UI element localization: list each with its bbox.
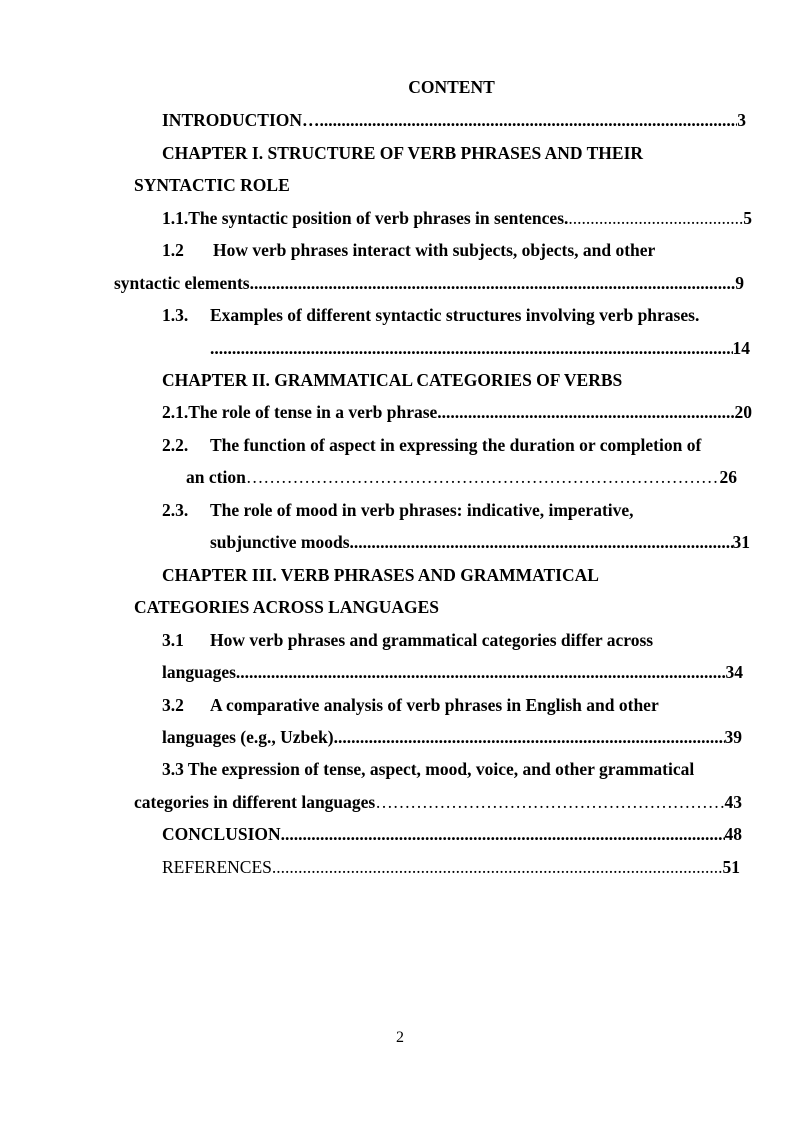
toc-page-number: 20 (734, 402, 752, 422)
toc-entry-1-3-line1 (162, 303, 699, 327)
dot-leader (210, 336, 733, 360)
dot-leader (236, 660, 726, 684)
page-number: 2 (396, 1029, 404, 1046)
toc-entry-1-1 (162, 206, 752, 230)
toc-entry-text: How verb phrases and grammatical categories differ across (210, 630, 654, 650)
dot-leader (246, 465, 720, 489)
toc-page-number: 31 (732, 532, 750, 552)
dot-leader (350, 530, 733, 554)
dot-leader (320, 108, 738, 132)
toc-title: CONTENT (408, 77, 495, 97)
toc-entry-text: The syntactic position of verb phrases in sentences. (188, 208, 569, 228)
toc-entry-text: How verb phrases interact with subjects, objects, and other (213, 240, 656, 260)
dot-leader (334, 725, 725, 749)
toc-entry-2-3-line1 (162, 498, 634, 522)
toc-entry-text: The role of tense in a verb phrase (188, 402, 438, 422)
dot-leader (272, 855, 723, 879)
toc-entry-3-2-line2 (162, 725, 742, 749)
toc-entry-text: The function of aspect in expressing the duration or completion of (210, 435, 702, 455)
toc-page-number: 39 (724, 727, 742, 747)
toc-entry-2-1 (162, 400, 752, 424)
toc-entry-3-1-line2 (162, 660, 743, 684)
toc-entry-references (162, 855, 740, 879)
toc-entry-text: subjunctive moods (210, 532, 350, 552)
toc-entry-1-2-line1 (162, 238, 655, 262)
toc-entry-text: an ction (186, 467, 246, 487)
toc-section-number: 1.1. (162, 208, 189, 228)
toc-page-number: 3 (737, 110, 746, 130)
toc-entry-text: REFERENCES (162, 857, 272, 877)
toc-chapter-3-line2: CATEGORIES ACROSS LANGUAGES (134, 597, 440, 617)
toc-entry-text: languages (162, 662, 236, 682)
toc-page-number: 26 (719, 467, 737, 487)
toc-section-number: 1.2 (162, 240, 184, 260)
toc-page-number: 48 (724, 824, 742, 844)
toc-page-number: 9 (735, 273, 744, 293)
toc-entry-text: categories in different languages (134, 792, 376, 812)
toc-entry-1-3-line2 (210, 336, 750, 360)
toc-entry-3-2-line1 (162, 693, 659, 717)
toc-page-number: 51 (722, 857, 740, 877)
toc-chapter-1-line1: CHAPTER I. STRUCTURE OF VERB PHRASES AND THEIR (162, 143, 644, 163)
toc-entry-text: languages (e.g., Uzbek) (162, 727, 334, 747)
dot-leader (568, 206, 743, 230)
toc-page-number: 34 (725, 662, 743, 682)
toc-entry-text: CONCLUSION (162, 824, 281, 844)
toc-section-number: 2.2. (162, 435, 189, 455)
toc-entry-3-1-line1 (162, 628, 653, 652)
toc-section-number: 1.3. (162, 305, 189, 325)
toc-chapter-1-line2: SYNTACTIC ROLE (134, 175, 290, 195)
toc-entry-1-2-line2 (114, 271, 744, 295)
toc-section-number: 2.1. (162, 402, 189, 422)
dot-leader (437, 400, 734, 424)
toc-entry-3-3-line2 (134, 790, 742, 814)
toc-chapter-3-line1: CHAPTER III. VERB PHRASES AND GRAMMATICAL (162, 565, 599, 585)
toc-entry-conclusion (162, 822, 742, 846)
toc-entry-2-3-line2 (210, 530, 750, 554)
toc-entry-3-3-line1: 3.3 The expression of tense, aspect, mood, voice, and other grammatical (162, 759, 695, 779)
toc-chapter-2: CHAPTER II. GRAMMATICAL CATEGORIES OF VERBS (162, 370, 623, 390)
toc-section-number: 2.3. (162, 500, 189, 520)
toc-section-number: 3.1 (162, 630, 184, 650)
toc-entry-introduction (162, 108, 746, 132)
toc-entry-text: The role of mood in verb phrases: indicative, imperative, (210, 500, 634, 520)
toc-page-number: 43 (724, 792, 742, 812)
dot-leader (250, 271, 736, 295)
dot-leader (281, 822, 725, 846)
toc-entry-2-2-line2 (186, 465, 737, 489)
toc-page-number: 5 (743, 208, 752, 228)
toc-entry-2-2-line1 (162, 433, 701, 457)
toc-entry-text: Examples of different syntactic structures involving verb phrases. (210, 305, 700, 325)
toc-entry-text: INTRODUCTION… (162, 110, 320, 130)
toc-section-number: 3.2 (162, 695, 184, 715)
toc-page-number: 14 (732, 338, 750, 358)
toc-entry-text: syntactic elements (114, 273, 250, 293)
toc-entry-text: A comparative analysis of verb phrases in English and other (210, 695, 659, 715)
dot-leader (375, 790, 724, 814)
